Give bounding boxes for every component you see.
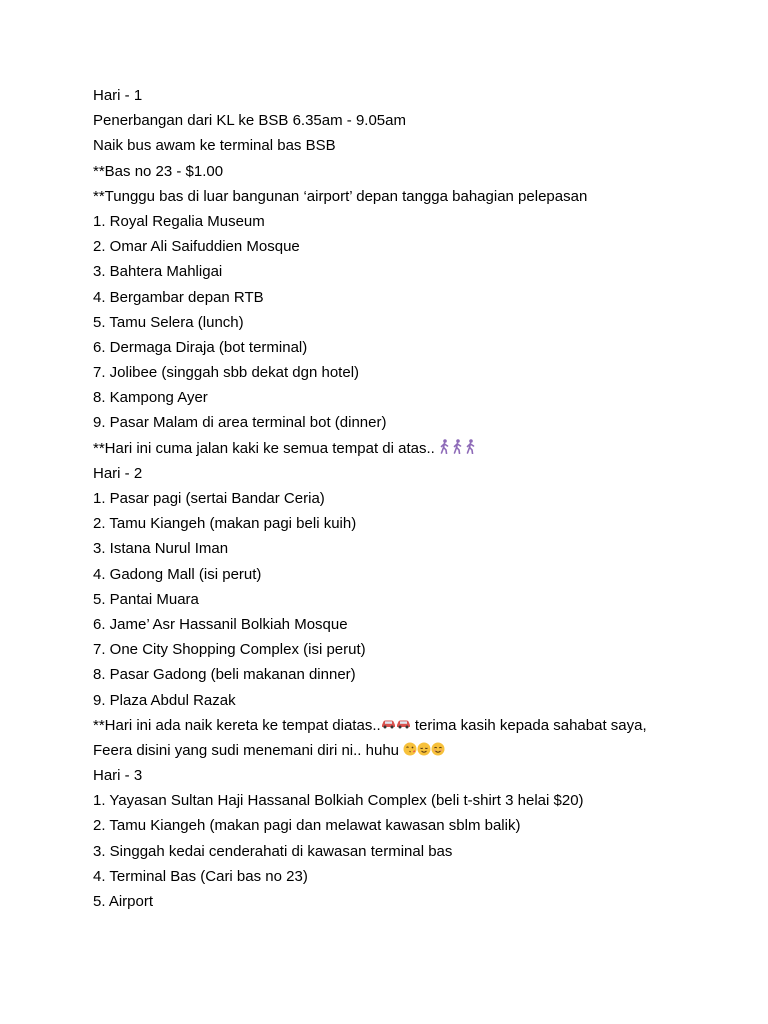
day1-item: 5. Tamu Selera (lunch) xyxy=(93,313,244,331)
itinerary-text xyxy=(93,83,733,914)
car-icon xyxy=(381,718,396,729)
day3-item: 3. Singgah kedai cenderahati di kawasan terminal bas xyxy=(93,842,453,860)
relieved-face-icon xyxy=(417,742,431,756)
day2-item: 2. Tamu Kiangeh (makan pagi beli kuih) xyxy=(93,515,357,533)
day1-item: 1. Royal Regalia Museum xyxy=(93,212,265,230)
person-walking-icon xyxy=(452,439,463,454)
smiling-face-icon xyxy=(431,742,445,756)
day2-note-line-2 xyxy=(93,738,733,763)
day2-note-line xyxy=(93,713,733,738)
day1-item: 7. Jolibee (singgah sbb dekat dgn hotel) xyxy=(93,364,360,382)
day3-heading: Hari - 3 xyxy=(93,767,143,785)
day1-heading: Hari - 1 xyxy=(93,87,143,104)
day2-heading: Hari - 2 xyxy=(93,464,143,482)
day1-item: 8. Kampong Ayer xyxy=(93,389,208,407)
day3-item: 5. Airport xyxy=(93,893,154,910)
day2-item: 8. Pasar Gadong (beli makanan dinner) xyxy=(93,666,356,684)
day2-item: 1. Pasar pagi (sertai Bandar Ceria) xyxy=(93,490,325,507)
day3-item: 4. Terminal Bas (Cari bas no 23) xyxy=(93,867,308,885)
walking-emoji-group xyxy=(439,440,478,457)
day1-item: 3. Bahtera Mahligai xyxy=(93,263,223,281)
face-blowing-kiss-icon xyxy=(403,742,417,756)
day2-item: 6. Jame’ Asr Hassanil Bolkiah Mosque xyxy=(93,615,348,633)
person-walking-icon xyxy=(465,439,476,454)
day3-item: 1. Yayasan Sultan Haji Hassanal Bolkiah Complex (beli t-shirt 3 helai $20) xyxy=(93,792,584,810)
day2-note-text-2: Feera disini yang sudi menemani diri ni.. huhu xyxy=(93,741,404,759)
day2-item: 9. Plaza Abdul Razak xyxy=(93,691,236,709)
day1-bus-fare-line: **Bas no 23 - $1.00 xyxy=(93,162,224,180)
day1-bus-wait-line: **Tunggu bas di luar bangunan ‘airport’ depan tangga bahagian pelepasan xyxy=(93,187,588,205)
car-icon xyxy=(396,718,411,729)
day1-item: 9. Pasar Malam di area terminal bot (dinner) xyxy=(93,414,387,432)
day2-note-text-cont: terima kasih kepada sahabat saya, xyxy=(410,716,647,734)
day2-item: 7. One City Shopping Complex (isi perut) xyxy=(93,641,366,659)
day2-item: 4. Gadong Mall (isi perut) xyxy=(93,565,262,583)
day1-note-text: **Hari ini cuma jalan kaki ke semua tempat di atas.. xyxy=(93,439,435,457)
day1-note-line xyxy=(93,436,733,461)
day2-item: 5. Pantai Muara xyxy=(93,590,199,608)
day1-flight-line: Penerbangan dari KL ke BSB 6.35am - 9.05am xyxy=(93,112,406,130)
day3-item: 2. Tamu Kiangeh (makan pagi dan melawat kawasan sblm balik) xyxy=(93,817,521,835)
day1-item: 4. Bergambar depan RTB xyxy=(93,288,264,306)
day2-item: 3. Istana Nurul Iman xyxy=(93,540,229,558)
day1-item: 2. Omar Ali Saifuddien Mosque xyxy=(93,238,300,256)
day2-note-text: **Hari ini ada naik kereta ke tempat diatas.. xyxy=(93,716,381,734)
day1-item: 6. Dermaga Diraja (bot terminal) xyxy=(93,338,308,356)
day1-bus-line: Naik bus awam ke terminal bas BSB xyxy=(93,137,336,155)
person-walking-icon xyxy=(439,439,450,454)
